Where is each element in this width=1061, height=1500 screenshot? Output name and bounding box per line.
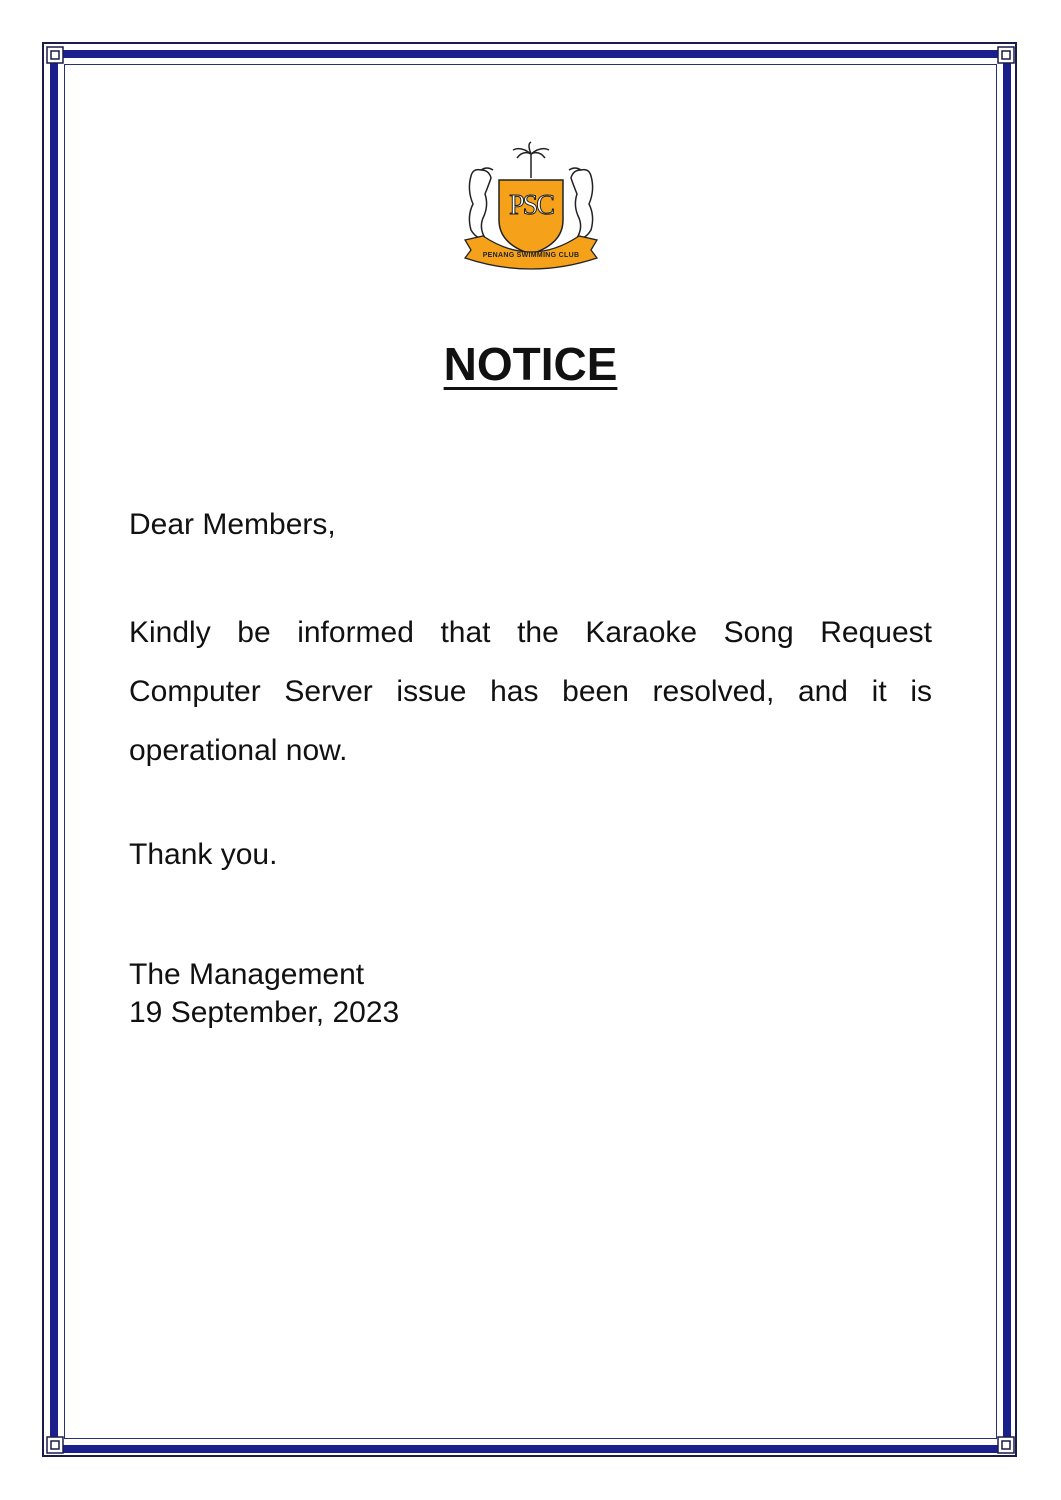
signoff [129, 956, 932, 1032]
signature: The Management [129, 958, 365, 991]
corner-ornament-bottom-left [44, 1434, 66, 1456]
club-logo [455, 140, 607, 275]
greeting: Dear Members, [129, 508, 336, 541]
corner-ornament-bottom-right [995, 1434, 1017, 1456]
notice-date: 19 September, 2023 [129, 996, 400, 1029]
notice-body: Kindly be informed that the Karaoke Song Request Computer Server issue has been resolved, and it is operational now. [129, 616, 932, 767]
corner-ornament-top-right [995, 44, 1017, 66]
logo-ribbon-text: PENANG SWIMMING CLUB [482, 252, 580, 259]
corner-ornament-top-left [44, 44, 66, 66]
closing-text: Thank you. [129, 838, 278, 871]
logo-initials: PSC [509, 190, 553, 221]
notice-title: NOTICE [443, 338, 618, 390]
